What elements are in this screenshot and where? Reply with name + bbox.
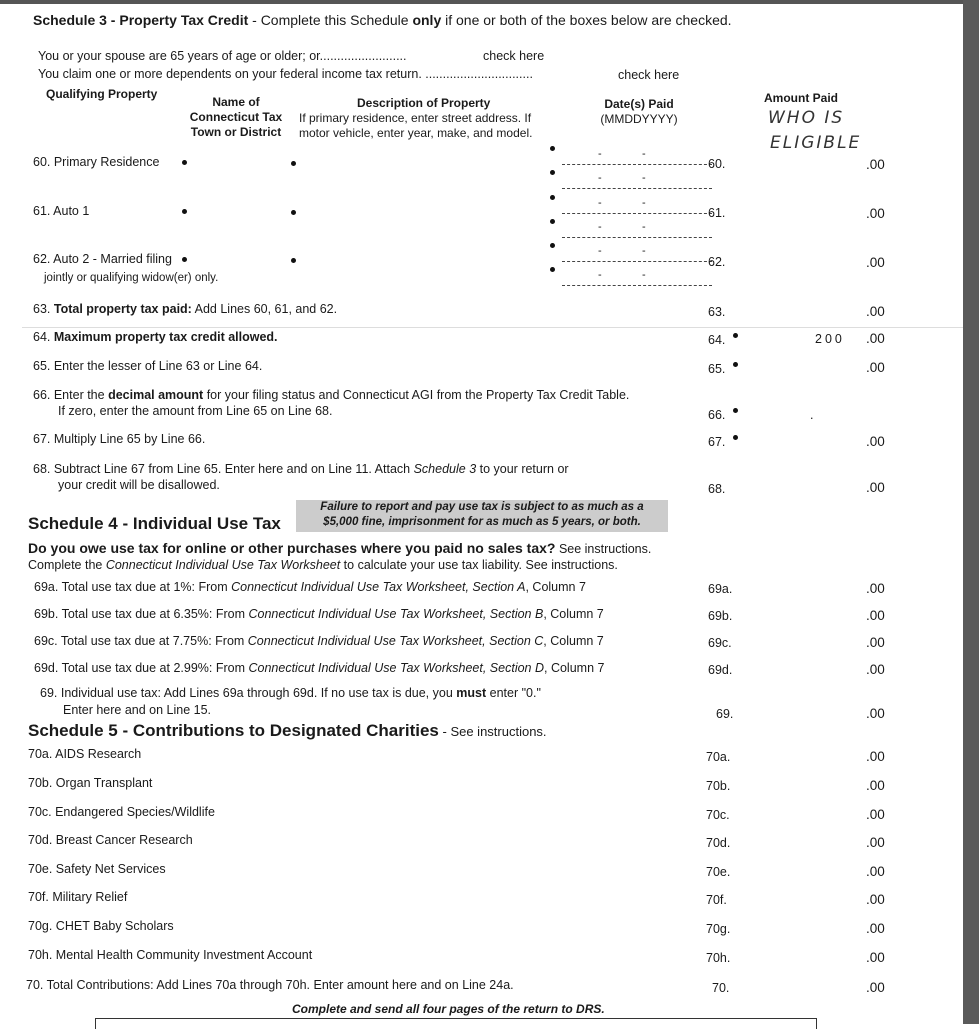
use-tax-line-label: [34, 580, 586, 594]
amount-field[interactable]: .00: [866, 706, 885, 721]
charity-line-label: 70c. Endangered Species/Wildlife: [28, 805, 215, 819]
line-number: 63.: [708, 305, 726, 319]
entry-bullet-icon: [550, 219, 555, 224]
line69-text: 69. Individual use tax: Add Lines 69a through 69d. If no use tax is due, you: [40, 686, 457, 700]
line-number: 67.: [708, 435, 726, 449]
col-description: [299, 96, 532, 141]
date-field[interactable]: - -: [562, 176, 712, 189]
schedule3-title-end: if one or both of the boxes below are checked.: [441, 12, 732, 28]
line69-bold: must: [456, 686, 487, 700]
col-dates-paid: [594, 97, 684, 127]
amount-field[interactable]: .00: [866, 835, 885, 850]
line69-label: [40, 686, 541, 700]
charity-line-label: 70d. Breast Cancer Research: [28, 833, 193, 847]
schedule4-question: [28, 540, 651, 556]
use-tax-line-label: [34, 661, 604, 675]
check2-checkbox[interactable]: check here: [618, 68, 680, 82]
instr-italic: Connecticut Individual Use Tax Worksheet: [105, 558, 341, 572]
amount-field[interactable]: .00: [866, 608, 885, 623]
col-desc-title: Description of Property: [357, 96, 491, 110]
col-qualifying-property: Qualifying Property: [46, 87, 158, 101]
line63-rest: Add Lines 60, 61, and 62.: [191, 302, 338, 316]
line-italic: Connecticut Individual Use Tax Worksheet, Section A: [231, 580, 526, 594]
warning-line: Failure to report and pay use tax is subject to as much as a: [320, 501, 644, 513]
amount-field[interactable]: .00: [866, 206, 885, 221]
line-number: 70h.: [706, 951, 731, 965]
schedule3-title-text: - Complete this Schedule: [248, 12, 413, 28]
line61-label: 61. Auto 1: [33, 204, 90, 218]
line-text: , Column 7: [543, 634, 604, 648]
col-desc-line: If primary residence, enter street address. If: [299, 111, 532, 125]
line68-text: to your return or: [476, 462, 569, 476]
line69-text: enter "0.": [486, 686, 541, 700]
date-field[interactable]: - -: [562, 152, 712, 165]
check2-text: You claim one or more dependents on your federal income tax return. ...............................: [38, 67, 533, 81]
line-number: 62.: [708, 255, 726, 269]
max-credit-value[interactable]: 200: [815, 332, 845, 346]
col-dates-format: (MMDDYYYY): [600, 112, 678, 126]
schedule4-title: Schedule 4 - Individual Use Tax: [28, 514, 281, 533]
amount-field[interactable]: .00: [866, 581, 885, 596]
date-field[interactable]: - -: [562, 201, 712, 214]
amount-field[interactable]: .00: [866, 635, 885, 650]
line63-bold: Total property tax paid:: [53, 302, 192, 316]
line68-text: 68. Subtract Line 67 from Line 65. Enter here and on Line 11. Attach: [33, 462, 414, 476]
line-text: 69b. Total use tax due at 6.35%: From: [34, 607, 249, 621]
line69-label2: Enter here and on Line 15.: [63, 703, 212, 717]
line-italic: Connecticut Individual Use Tax Worksheet, Section C: [247, 634, 544, 648]
amount-field[interactable]: .00: [866, 807, 885, 822]
charity-line-label: 70b. Organ Transplant: [28, 776, 153, 790]
line-text: 69a. Total use tax due at 1%: From: [34, 580, 232, 594]
line-number: 70b.: [706, 779, 731, 793]
line-italic: Connecticut Individual Use Tax Worksheet, Section D: [248, 661, 544, 675]
entry-bullet-icon: [291, 161, 296, 166]
entry-bullet-icon: [733, 333, 738, 338]
line66-bold: decimal amount: [108, 388, 204, 402]
entry-bullet-icon: [733, 362, 738, 367]
use-tax-line-label: [34, 634, 604, 648]
scrollbar-track[interactable]: [963, 0, 979, 1024]
line-number: 66.: [708, 408, 726, 422]
line-text: , Column 7: [544, 661, 605, 675]
line66-label2: If zero, enter the amount from Line 65 on Line 68.: [58, 404, 333, 418]
amount-field[interactable]: .00: [866, 778, 885, 793]
line-number: 70c.: [706, 808, 730, 822]
line65-label: 65. Enter the lesser of Line 63 or Line 64.: [33, 359, 263, 373]
col-amount-paid: Amount Paid: [764, 91, 838, 105]
divider: [22, 327, 963, 328]
col-name-line: Name of: [212, 95, 260, 109]
date-field[interactable]: - -: [562, 273, 712, 286]
entry-bullet-icon: [182, 257, 187, 262]
window-top-border: [0, 0, 979, 4]
amount-field[interactable]: .00: [866, 749, 885, 764]
check1-checkbox[interactable]: check here: [483, 49, 545, 63]
amount-field[interactable]: .00: [866, 921, 885, 936]
date-field[interactable]: - -: [562, 249, 712, 262]
instr-text: to calculate your use tax liability. See instructions.: [340, 558, 618, 572]
charity-line-label: 70a. AIDS Research: [28, 747, 142, 761]
amount-field[interactable]: .00: [866, 157, 885, 172]
charity-line-label: 70f. Military Relief: [28, 890, 128, 904]
entry-bullet-icon: [550, 195, 555, 200]
entry-bullet-icon: [550, 146, 555, 151]
use-tax-line-label: [34, 607, 604, 621]
line68-label2: your credit will be disallowed.: [58, 478, 220, 492]
line-text: 69d. Total use tax due at 2.99%: From: [34, 661, 249, 675]
entry-bullet-icon: [182, 209, 187, 214]
line68-italic: Schedule 3: [413, 462, 477, 476]
schedule5-title: [28, 721, 547, 741]
line66-label: [33, 388, 629, 402]
col-name-line: Connecticut Tax: [189, 110, 283, 124]
schedule4-instructions: [28, 558, 618, 572]
line-number: 65.: [708, 362, 726, 376]
line66-text: for your filing status and Connecticut AGI from the Property Tax Credit Table.: [203, 388, 630, 402]
schedule3-title-bold: Schedule 3 - Property Tax Credit: [33, 12, 249, 28]
line62-label: 62. Auto 2 - Married filing: [33, 252, 172, 266]
line-number: 60.: [708, 157, 726, 171]
question-tail: See instructions.: [555, 542, 652, 556]
line-number: 70f.: [706, 893, 727, 907]
line66-text: 66. Enter the: [33, 388, 109, 402]
amount-field[interactable]: .00: [866, 950, 885, 965]
line60-label: 60. Primary Residence: [33, 155, 160, 169]
line-text: , Column 7: [525, 580, 586, 594]
col-name-line: Town or District: [190, 125, 282, 139]
line-number: 70d.: [706, 836, 731, 850]
line-text: , Column 7: [543, 607, 604, 621]
col-dates-title: Date(s) Paid: [604, 97, 674, 111]
line-number: 69b.: [708, 609, 733, 623]
check1-text: You or your spouse are 65 years of age or older; or.........................: [38, 49, 407, 63]
entry-bullet-icon: [550, 267, 555, 272]
line-text: 69c. Total use tax due at 7.75%: From: [34, 634, 248, 648]
line68-label: [33, 462, 569, 476]
line-number: 61.: [708, 206, 726, 220]
line-number: 70a.: [706, 750, 731, 764]
schedule3-title-only: only: [412, 12, 442, 28]
amount-field[interactable]: .00: [866, 662, 885, 677]
line-number: 69.: [716, 707, 734, 721]
date-field[interactable]: - -: [562, 225, 712, 238]
line-number: 69a.: [708, 582, 733, 596]
footer-note: Complete and send all four pages of the return to DRS.: [292, 1002, 605, 1016]
line64-bold: Maximum property tax credit allowed.: [53, 330, 278, 344]
charity-line-label: 70h. Mental Health Community Investment Account: [28, 948, 313, 962]
entry-bullet-icon: [182, 160, 187, 165]
charity-line-label: 70. Total Contributions: Add Lines 70a through 70h. Enter amount here and on Line 24a.: [26, 978, 514, 992]
line-number: 68.: [708, 482, 726, 496]
charity-line-label: 70g. CHET Baby Scholars: [28, 919, 174, 933]
col-desc-line: motor vehicle, enter year, make, and model.: [299, 126, 533, 140]
line64-label: [33, 330, 278, 344]
line-number: 64.: [708, 333, 726, 347]
schedule5-title-tail: - See instructions.: [438, 724, 547, 739]
amount-field[interactable]: .00: [866, 864, 885, 879]
entry-bullet-icon: [291, 258, 296, 263]
amount-field[interactable]: .00: [866, 434, 885, 449]
warning-line: $5,000 fine, imprisonment for as much as 5 years, or both.: [323, 516, 641, 528]
line-italic: Connecticut Individual Use Tax Worksheet, Section B: [248, 607, 544, 621]
line62-sublabel: jointly or qualifying widow(er) only.: [44, 272, 219, 284]
line64-num: 64.: [33, 330, 54, 344]
use-tax-warning: [296, 500, 668, 532]
entry-bullet-icon: [733, 408, 738, 413]
line-number: 69c.: [708, 636, 732, 650]
entry-bullet-icon: [733, 435, 738, 440]
line63-label: [33, 302, 337, 316]
line-number: 70.: [712, 981, 730, 995]
entry-bullet-icon: [550, 243, 555, 248]
instr-text: Complete the: [28, 558, 106, 572]
schedule3-title: [33, 12, 732, 28]
line-number: 70g.: [706, 922, 731, 936]
handwritten-note: ELIGIBLE: [770, 133, 862, 153]
amount-field[interactable]: .00: [866, 480, 885, 495]
line67-label: 67. Multiply Line 65 by Line 66.: [33, 432, 206, 446]
col-name-of-town: [186, 95, 286, 140]
line63-num: 63.: [33, 302, 54, 316]
amount-field[interactable]: .00: [866, 360, 885, 375]
amount-field[interactable]: .00: [866, 331, 885, 346]
amount-field[interactable]: .00: [866, 980, 885, 995]
decimal-field[interactable]: .: [810, 408, 814, 422]
entry-bullet-icon: [291, 210, 296, 215]
schedule5-title-text: Schedule 5 - Contributions to Designated Charities: [28, 721, 439, 740]
handwritten-note: WHO IS: [768, 108, 845, 128]
amount-field[interactable]: .00: [866, 892, 885, 907]
amount-field[interactable]: .00: [866, 304, 885, 319]
question-bold: Do you owe use tax for online or other purchases where you paid no sales tax?: [28, 540, 556, 556]
line-number: 70e.: [706, 865, 731, 879]
entry-bullet-icon: [550, 170, 555, 175]
charity-line-label: 70e. Safety Net Services: [28, 862, 166, 876]
amount-field[interactable]: .00: [866, 255, 885, 270]
line-number: 69d.: [708, 663, 733, 677]
